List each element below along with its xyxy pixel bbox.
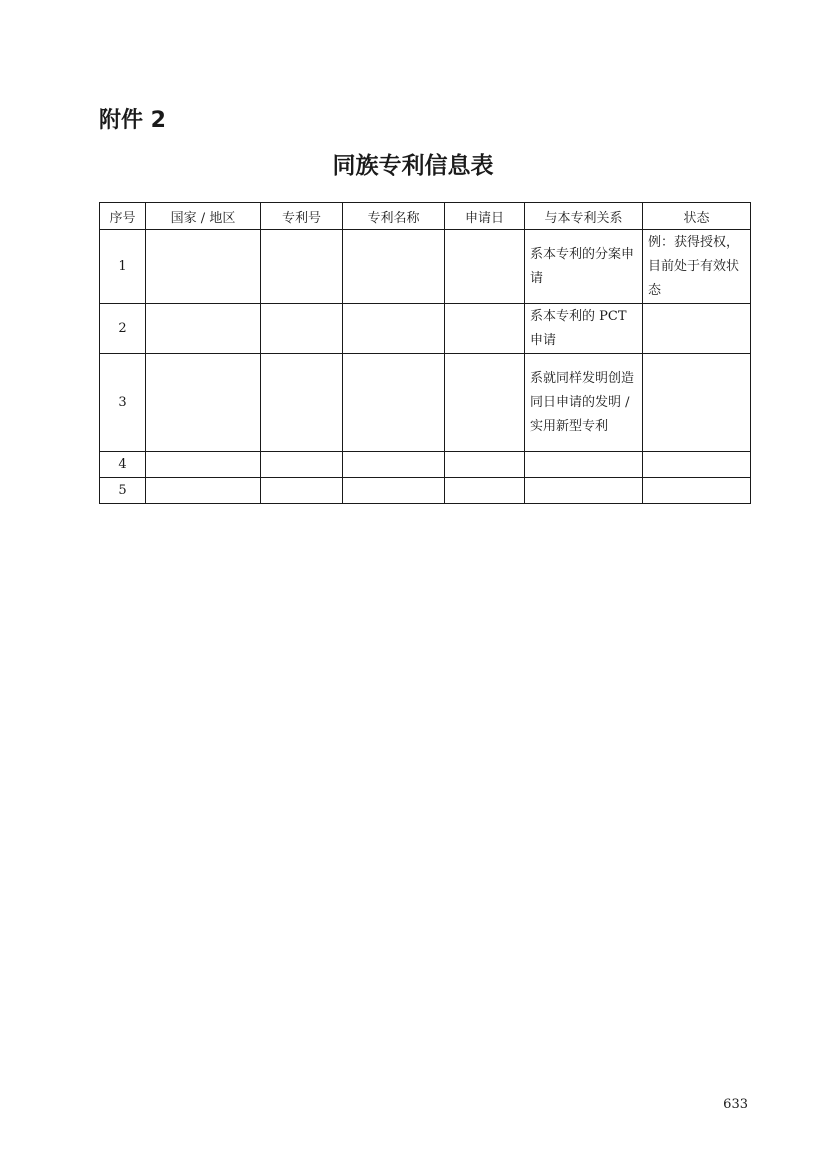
cell-seq: 3 <box>100 354 146 452</box>
page-number: 633 <box>723 1097 748 1112</box>
cell-relation: 系本专利的分案申请 <box>525 230 643 304</box>
cell-country <box>146 354 261 452</box>
cell-filing-date <box>445 230 525 304</box>
header-country: 国家 / 地区 <box>146 203 261 230</box>
cell-patent-no <box>261 452 343 478</box>
cell-patent-no <box>261 478 343 504</box>
cell-relation: 系本专利的 PCT 申请 <box>525 304 643 354</box>
cell-patent-no <box>261 230 343 304</box>
header-status: 状态 <box>643 203 751 230</box>
cell-seq: 5 <box>100 478 146 504</box>
cell-filing-date <box>445 478 525 504</box>
cell-patent-name <box>343 452 445 478</box>
header-relation: 与本专利关系 <box>525 203 643 230</box>
table-row <box>100 478 751 504</box>
cell-patent-no <box>261 304 343 354</box>
cell-status <box>643 478 751 504</box>
attachment-label: 附件 2 <box>99 108 166 133</box>
cell-filing-date <box>445 452 525 478</box>
cell-seq: 4 <box>100 452 146 478</box>
cell-relation <box>525 478 643 504</box>
cell-relation <box>525 452 643 478</box>
cell-seq: 2 <box>100 304 146 354</box>
cell-patent-name <box>343 304 445 354</box>
patent-family-table <box>99 202 751 504</box>
header-filing-date: 申请日 <box>445 203 525 230</box>
cell-filing-date <box>445 354 525 452</box>
cell-country <box>146 478 261 504</box>
cell-patent-no <box>261 354 343 452</box>
cell-country <box>146 452 261 478</box>
header-patent-name: 专利名称 <box>343 203 445 230</box>
table-row <box>100 304 751 354</box>
cell-status <box>643 354 751 452</box>
cell-seq: 1 <box>100 230 146 304</box>
cell-patent-name <box>343 230 445 304</box>
cell-status <box>643 304 751 354</box>
cell-status: 例：获得授权，目前处于有效状态 <box>643 230 751 304</box>
page-title: 同族专利信息表 <box>332 153 494 179</box>
cell-country <box>146 304 261 354</box>
table-header-row <box>100 203 751 230</box>
cell-status <box>643 452 751 478</box>
header-seq: 序号 <box>100 203 146 230</box>
cell-country <box>146 230 261 304</box>
cell-filing-date <box>445 304 525 354</box>
header-patent-no: 专利号 <box>261 203 343 230</box>
cell-relation: 系就同样发明创造同日申请的发明 / 实用新型专利 <box>525 354 643 452</box>
cell-patent-name <box>343 354 445 452</box>
table-row <box>100 354 751 452</box>
table-row <box>100 230 751 304</box>
table-row <box>100 452 751 478</box>
cell-patent-name <box>343 478 445 504</box>
